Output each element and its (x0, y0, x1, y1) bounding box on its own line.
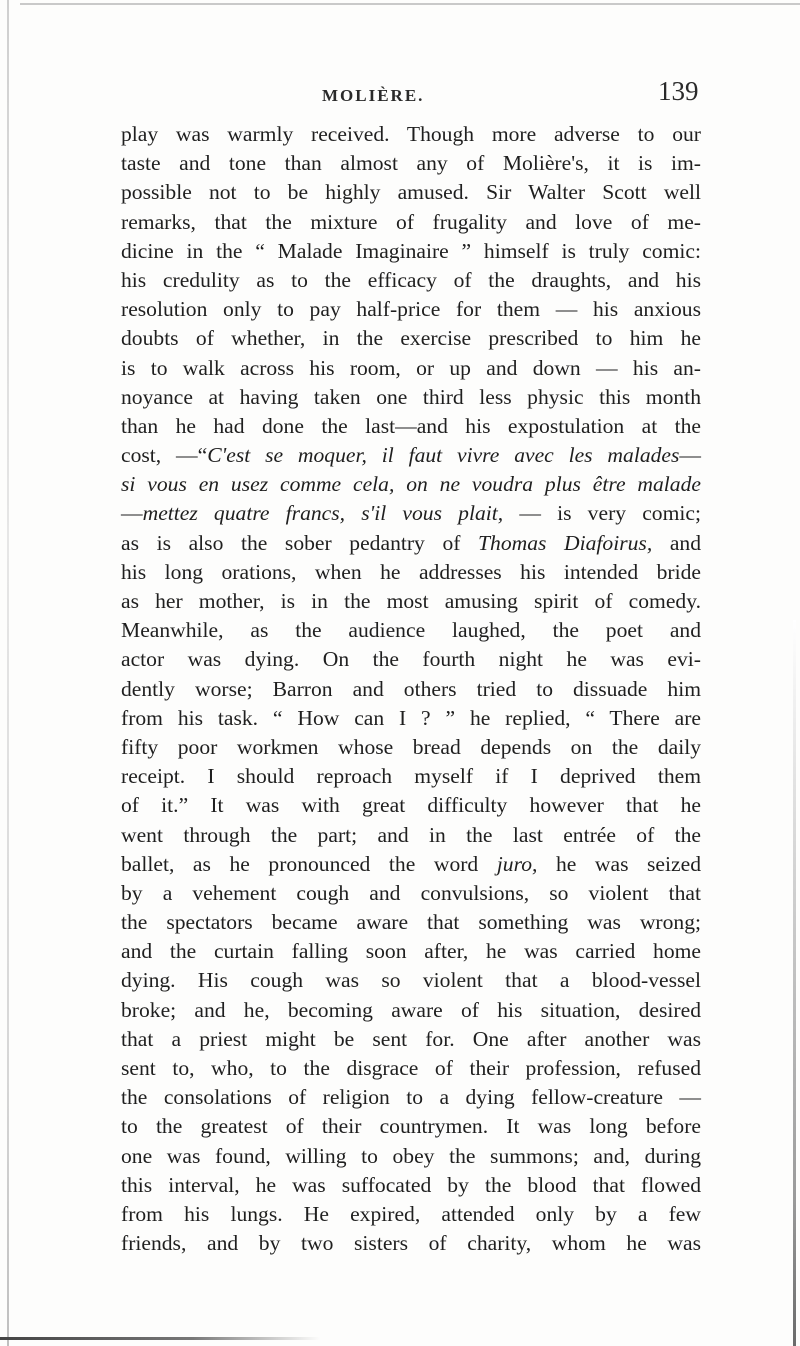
text-run: — is very comic; (503, 501, 701, 526)
text-line (121, 937, 701, 966)
text-line (121, 324, 701, 353)
text-line (121, 733, 701, 762)
text-line (121, 879, 701, 908)
text-run: went through the part; and in the last entrée of the (121, 822, 701, 847)
italic-text-run: si vous en usez comme cela, on ne voudra plus être malade (121, 472, 701, 497)
text-run: dicine in the “ Malade Imaginaire ” himself is truly comic: (121, 238, 701, 263)
text-run: the consolations of religion to a dying fellow-creature — (121, 1085, 701, 1110)
text-line (121, 1142, 701, 1171)
italic-text-run: C'est se moquer, il faut vivre avec les malades (207, 443, 680, 468)
text-line (121, 470, 701, 499)
text-run: than he had done the last—and his expostulation at the (121, 413, 701, 438)
text-run: as her mother, is in the most amusing spirit of comedy. (121, 589, 701, 613)
italic-text-run: mettez quatre francs, s'il vous plait, (142, 501, 504, 526)
text-run: dying. His cough was so violent that a blood-vessel (121, 968, 701, 993)
text-run: to the greatest of their countrymen. It was long before (121, 1114, 701, 1139)
text-run: broke; and he, becoming aware of his situation, desired (121, 997, 701, 1022)
text-line (121, 149, 701, 178)
text-line (121, 616, 701, 645)
text-line (121, 295, 701, 324)
text-line (121, 645, 701, 674)
text-line (121, 850, 701, 879)
text-run: resolution only to pay half-price for them — his anxious (121, 297, 701, 322)
text-line (121, 412, 701, 441)
text-line (121, 383, 701, 412)
text-line (121, 587, 701, 616)
text-run: cost, —“ (121, 443, 208, 468)
scan-edge-right (793, 620, 796, 1346)
text-line (121, 120, 701, 149)
text-line (121, 704, 701, 733)
text-run: by a vehement cough and convulsions, so violent that (121, 880, 701, 905)
text-run: noyance at having taken one third less physic this month (121, 384, 701, 409)
text-run: — (121, 501, 143, 526)
page-number: 139 (658, 76, 699, 106)
text-run: as is also the sober pedantry of (121, 530, 479, 555)
text-line (121, 908, 701, 937)
text-line (121, 558, 701, 587)
text-line (121, 791, 701, 820)
text-run: is to walk across his room, or up and down — his an- (121, 355, 701, 380)
text-line (121, 1083, 701, 1112)
text-run: that a priest might be sent for. One after another was (121, 1026, 701, 1051)
text-run: actor was dying. On the fourth night he was evi- (121, 647, 701, 672)
scan-edge-top (20, 3, 800, 5)
text-line (121, 762, 701, 791)
text-line (121, 1229, 701, 1258)
text-run: his long orations, when he addresses his intended bride (121, 559, 701, 584)
text-line (121, 266, 701, 295)
text-run: doubts of whether, in the exercise prescribed to him he (121, 326, 701, 351)
text-run: and the curtain falling soon after, he was carried home (121, 939, 701, 964)
text-run: Meanwhile, as the audience laughed, the poet and (121, 618, 701, 643)
text-line (121, 441, 701, 470)
scan-edge-bottom (0, 1337, 320, 1340)
text-run: his credulity as to the efficacy of the draughts, and his (121, 267, 701, 292)
text-line (121, 1112, 701, 1141)
text-line (121, 529, 701, 558)
text-run: play was warmly received. Though more adverse to our (121, 122, 701, 146)
text-run: and (652, 530, 701, 555)
text-run: dently worse; Barron and others tried to dissuade him (121, 676, 701, 701)
italic-text-run: juro, (496, 851, 538, 876)
text-run: possible not to be highly amused. Sir Walter Scott well (121, 180, 701, 205)
text-line (121, 1054, 701, 1083)
text-run: taste and tone than almost any of Molière's, it is im- (121, 151, 701, 176)
text-line (121, 178, 701, 207)
body-text (121, 120, 701, 1258)
text-line (121, 1171, 701, 1200)
text-line (121, 237, 701, 266)
text-line (121, 1025, 701, 1054)
text-line (121, 821, 701, 850)
running-head: MOLIÈRE. (322, 86, 425, 105)
text-run: receipt. I should reproach myself if I deprived them (121, 764, 701, 789)
text-run: this interval, he was suffocated by the blood that flowed (121, 1172, 701, 1197)
text-run: ballet, as he pronounced the word (121, 851, 497, 876)
text-run: friends, and by two sisters of charity, whom he was (121, 1231, 701, 1256)
text-run: — (679, 443, 701, 468)
text-run: he was seized (537, 851, 701, 876)
text-run: from his lungs. He expired, attended only by a few (121, 1201, 701, 1226)
text-run: of it.” It was with great difficulty however that he (121, 793, 701, 818)
text-line (121, 1200, 701, 1229)
text-run: the spectators became aware that something was wrong; (121, 910, 701, 935)
text-line (121, 996, 701, 1025)
text-run: sent to, who, to the disgrace of their profession, refused (121, 1056, 701, 1080)
text-line (121, 499, 701, 528)
text-run: fifty poor workmen whose bread depends on the daily (121, 734, 701, 759)
text-line (121, 354, 701, 383)
text-run: from his task. “ How can I ? ” he replied, “ There are (121, 705, 701, 730)
scan-edge-left (7, 0, 9, 1346)
italic-text-run: Thomas Diafoirus, (478, 530, 653, 555)
text-line (121, 966, 701, 995)
text-run: remarks, that the mixture of frugality and love of me- (121, 209, 701, 234)
text-line (121, 675, 701, 704)
text-line (121, 208, 701, 237)
text-run: one was found, willing to obey the summons; and, during (121, 1143, 701, 1168)
